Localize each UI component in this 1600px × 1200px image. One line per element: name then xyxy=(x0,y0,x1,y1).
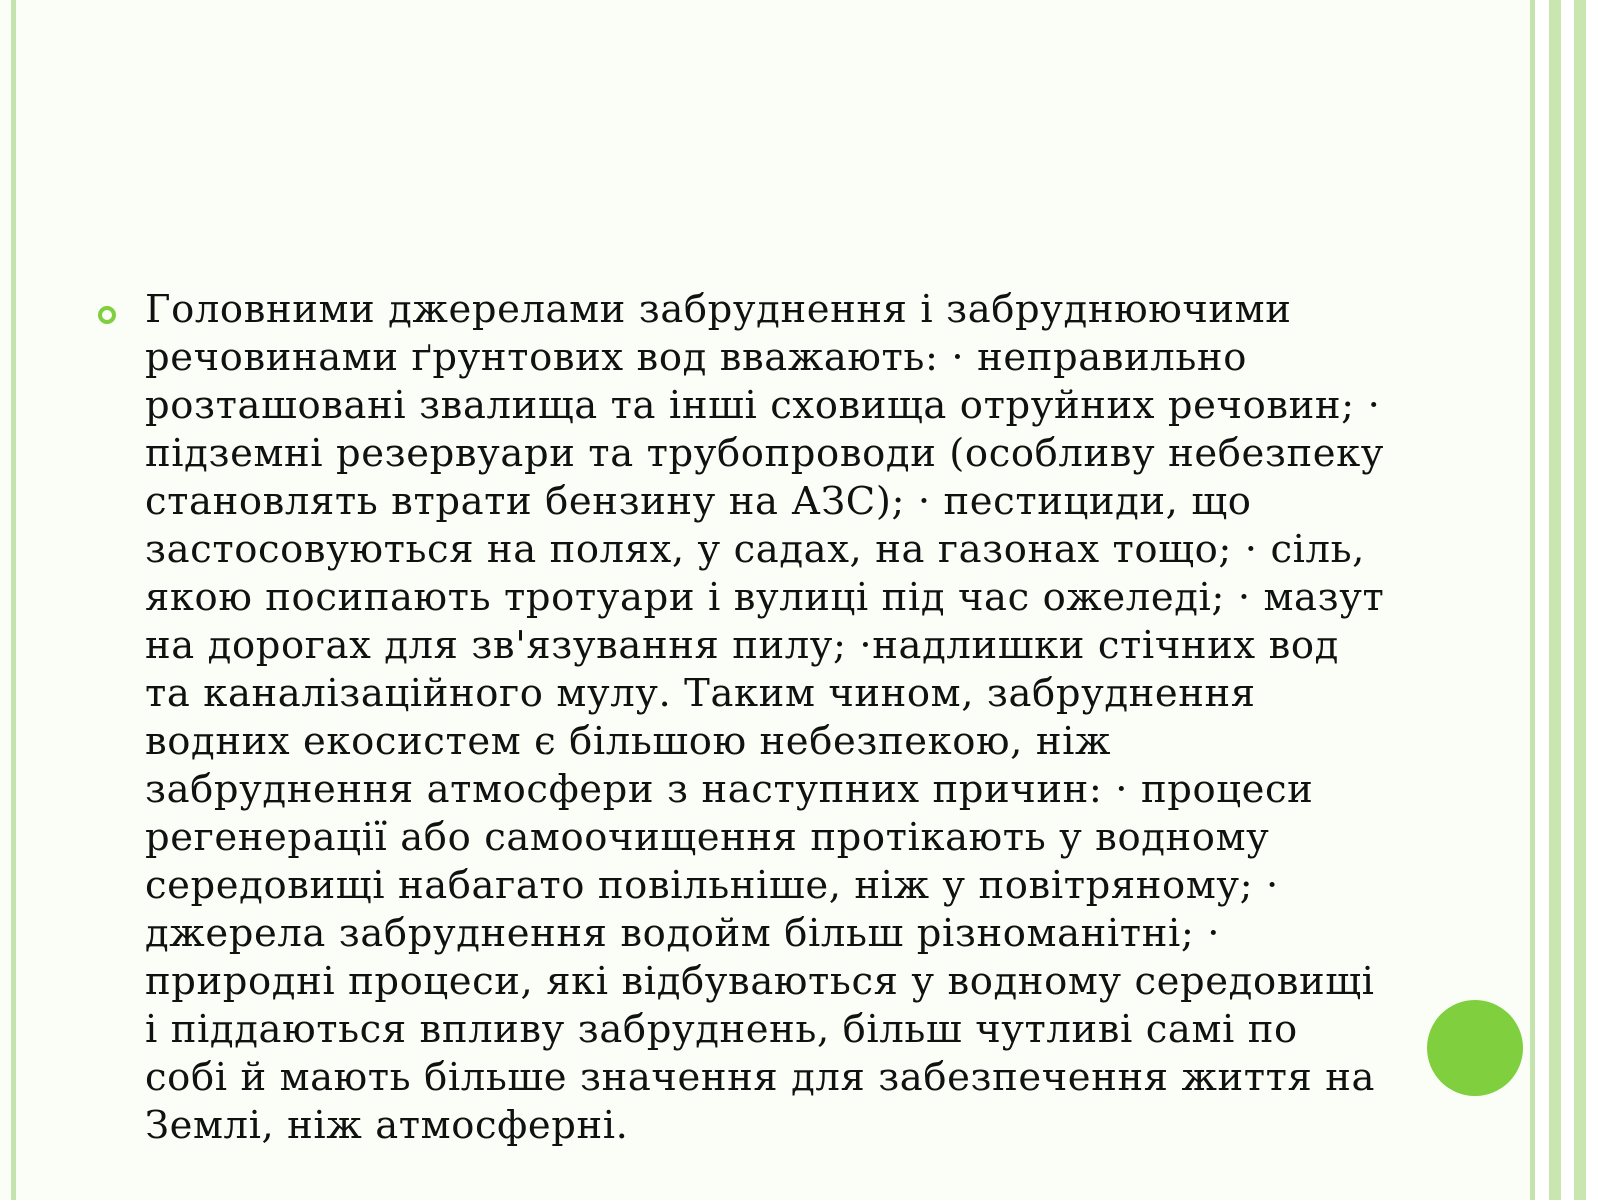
slide-body-text: Головними джерелами забруднення і забруднюючими речовинами ґрунтових вод вважають: · неправильно розташовані звалища та інші сховища отруйних речовин; · підземні резервуари та трубопроводи (особливу небезпеку становлять втрати бензину на АЗС); · пестициди, що застосовуються на полях, у садах, на газонах тощо; · сіль, якою посипають тротуари і вулиці під час ожеледі; · мазут на дорогах для зв'язування пилу; ·надлишки стічних вод та каналізаційного мулу. Таким чином, забруднення водних екосистем є більшою небезпекою, ніж забруднення атмосфери з наступних причин: · процеси регенерації або самоочищення протікають у водному середовищі набагато повільніше, ніж у повітряному; · джерела забруднення водойм більш різноманітні; · природні процеси, які відбуваються у водному середовищі і піддаються впливу забруднень, більш чутливі самі по собі й мають більше значення для забезпечення життя на Землі, ніж атмосферні. xyxy=(145,287,1385,1148)
right-border-gap-3 xyxy=(1586,0,1600,1200)
right-border-gap-1 xyxy=(1535,0,1549,1200)
green-circle-decoration-icon xyxy=(1427,1000,1523,1096)
left-border-stripe xyxy=(11,0,16,1200)
right-border-stripe-2 xyxy=(1549,0,1561,1200)
right-border-gap-2 xyxy=(1561,0,1574,1200)
hollow-circle-bullet-icon xyxy=(98,306,116,324)
right-border-stripe-3 xyxy=(1574,0,1586,1200)
